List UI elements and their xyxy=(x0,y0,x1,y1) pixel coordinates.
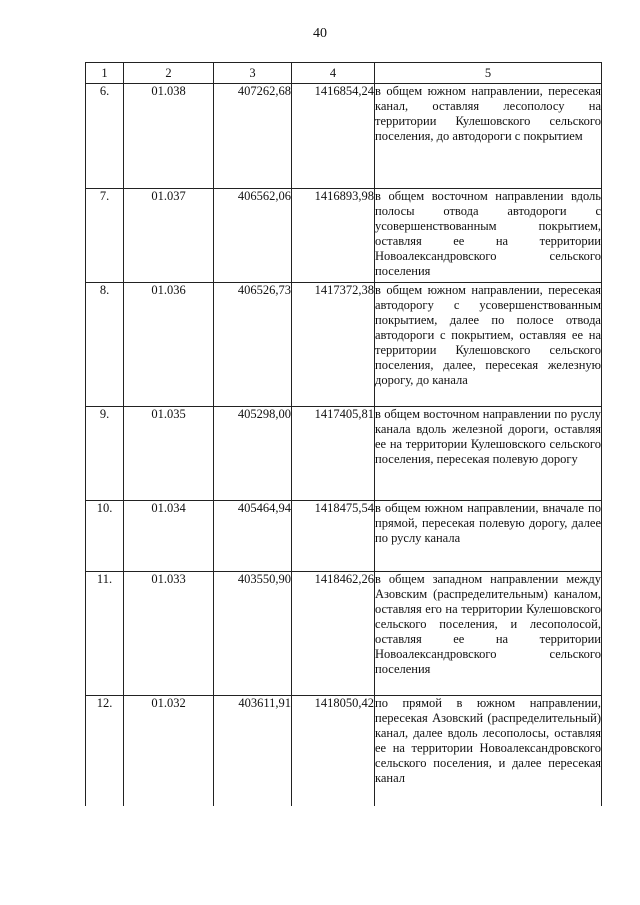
point-id: 01.032 xyxy=(124,696,214,806)
row-number: 10. xyxy=(86,501,124,572)
header-col-2: 2 xyxy=(124,63,214,84)
table-header xyxy=(86,63,602,84)
coordinate-y: 1418462,26 xyxy=(292,572,375,696)
header-col-4: 4 xyxy=(292,63,375,84)
route-description: по прямой в южном направлении, пересекая Азовский (распределительный) канал, далее вдоль лесополосы, оставляя ее на территории Новоалександровского сельского поселения, и далее пересекая канал xyxy=(375,696,602,806)
point-id: 01.036 xyxy=(124,283,214,407)
coordinate-y: 1417405,81 xyxy=(292,407,375,501)
page-number: 40 xyxy=(313,26,327,41)
header-col-5: 5 xyxy=(375,63,602,84)
row-number: 7. xyxy=(86,189,124,283)
point-id: 01.034 xyxy=(124,501,214,572)
boundary-table xyxy=(85,62,602,806)
route-description: в общем восточном направлении по руслу канала вдоль железной дороги, оставляя ее на территории Кулешовского сельского поселения, пересекая полевую дорогу xyxy=(375,407,602,501)
route-description: в общем южном направлении, вначале по прямой, пересекая полевую дорогу, далее по руслу канала xyxy=(375,501,602,572)
coordinate-x: 406526,73 xyxy=(214,283,292,407)
table-row xyxy=(86,283,602,407)
point-id: 01.037 xyxy=(124,189,214,283)
row-number: 11. xyxy=(86,572,124,696)
coordinate-y: 1417372,38 xyxy=(292,283,375,407)
coordinate-x: 403550,90 xyxy=(214,572,292,696)
route-description: в общем южном направлении, пересекая канал, оставляя лесополосу на территории Кулешовского сельского поселения, до автодороги с покрытием xyxy=(375,84,602,189)
table-row xyxy=(86,696,602,806)
row-number: 12. xyxy=(86,696,124,806)
point-id: 01.033 xyxy=(124,572,214,696)
route-description: в общем южном направлении, пересекая автодорогу с усовершенствованным покрытием, далее по полосе отвода автодороги с покрытием, оставляя ее на территории Кулешовского сельского поселения, далее, пересекая железную дорогу, до канала xyxy=(375,283,602,407)
route-description: в общем восточном направлении вдоль полосы отвода автодороги с усовершенствованным покрытием, оставляя ее на территории Новоалександровского сельского поселения xyxy=(375,189,602,283)
point-id: 01.035 xyxy=(124,407,214,501)
row-number: 9. xyxy=(86,407,124,501)
table-row xyxy=(86,501,602,572)
coordinate-x: 405298,00 xyxy=(214,407,292,501)
table-row xyxy=(86,572,602,696)
header-col-3: 3 xyxy=(214,63,292,84)
table-row xyxy=(86,407,602,501)
coordinate-y: 1418475,54 xyxy=(292,501,375,572)
table-body xyxy=(86,84,602,806)
coordinate-x: 405464,94 xyxy=(214,501,292,572)
table-row xyxy=(86,84,602,189)
coordinate-x: 406562,06 xyxy=(214,189,292,283)
point-id: 01.038 xyxy=(124,84,214,189)
table-row xyxy=(86,189,602,283)
header-col-1: 1 xyxy=(86,63,124,84)
row-number: 8. xyxy=(86,283,124,407)
coordinate-y: 1416893,98 xyxy=(292,189,375,283)
coordinate-x: 403611,91 xyxy=(214,696,292,806)
route-description: в общем западном направлении между Азовским (распределительным) каналом, оставляя его на территории Кулешовского сельского поселения, и лесополосой, оставляя ее на территории Новоалександровского сельского поселения xyxy=(375,572,602,696)
coordinate-y: 1416854,24 xyxy=(292,84,375,189)
coordinate-y: 1418050,42 xyxy=(292,696,375,806)
row-number: 6. xyxy=(86,84,124,189)
coordinate-x: 407262,68 xyxy=(214,84,292,189)
